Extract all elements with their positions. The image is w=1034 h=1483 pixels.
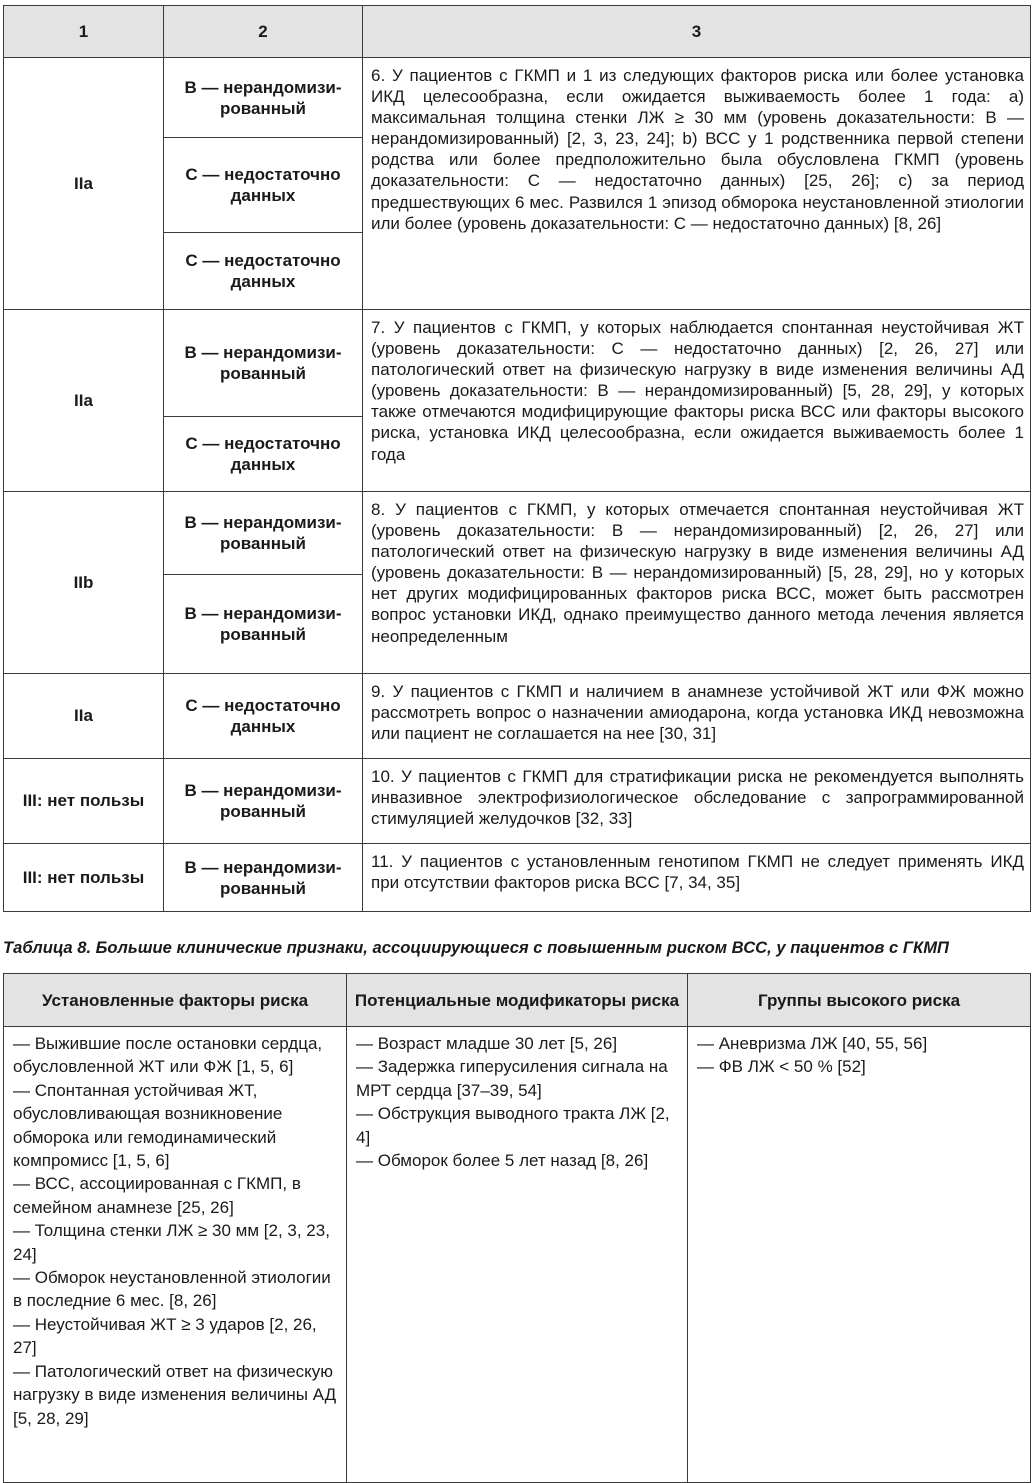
recommendation-text: 6. У пациентов с ГКМП и 1 из следующих факторов риска или более установка ИКД целесообразна, если ожидается выживаемость более 1 года: а) максимальная толщина стенки ЛЖ ≥ 30 мм (уровень доказательности: В — нерандомизированный) [2, 3, 23, 24]; b) ВСС у 1 родственника первой степени родства или более предположительно была обусловлена ГКМП (уровень доказательности: С — недостаточно данных) [25, 26]; с) за период предшествующих 6 мес. Развился 1 эпизод обморока неустановленной этиологии или более (уровень доказательности: С — недостаточно данных) [8, 26]: [363, 58, 1031, 310]
recommendation-text: 11. У пациентов с установленным генотипом ГКМП не следует применять ИКД при отсутствии факторов риска ВСС [7, 34, 35]: [363, 844, 1031, 912]
evidence-cell: С — недостаточно данных: [164, 138, 363, 233]
list-item: — Выжившие после остановки сердца, обусловленной ЖТ или ФЖ [1, 5, 6]: [13, 1034, 323, 1077]
table-row: [4, 492, 1031, 575]
recommendation-text: 7. У пациентов с ГКМП, у которых наблюдается спонтанная неустойчивая ЖТ (уровень доказательности: С — недостаточно данных) [2, 26, 27] или патологический ответ на физическую нагрузку в виде изменения величины АД (уровень доказательности: В — нерандомизированный) [5, 28, 29], у которых также отмечаются модифицирующие факторы риска ВСС или факторы высокого риска, установка ИКД целесообразна, если ожидается выживаемость более 1 года: [363, 310, 1031, 492]
recommendation-text: 10. У пациентов с ГКМП для стратификации риска не рекомендуется выполнять инвазивное электрофизиологическое обследование с запрограммированной стимуляцией желудочков [32, 33]: [363, 759, 1031, 844]
potential-modifiers-list: [347, 1027, 688, 1483]
table-row: [4, 674, 1031, 759]
table-row: [4, 58, 1031, 138]
list-item: — Толщина стенки ЛЖ ≥ 30 мм [2, 3, 23, 24]: [13, 1221, 330, 1264]
header-col-1: 1: [4, 6, 164, 58]
list-item: — Задержка гиперусиления сигнала на МРТ сердца [37–39, 54]: [356, 1057, 668, 1100]
class-cell: IIb: [4, 492, 164, 674]
class-cell: IIa: [4, 310, 164, 492]
list-item: — Аневризма ЛЖ [40, 55, 56]: [697, 1034, 928, 1053]
list-item: — Обморок более 5 лет назад [8, 26]: [356, 1151, 649, 1171]
class-cell: III: нет пользы: [4, 759, 164, 844]
header-col-2: 2: [164, 6, 363, 58]
list-item: — ФВ ЛЖ < 50 % [52]: [697, 1057, 866, 1077]
high-risk-groups-list: [688, 1027, 1031, 1483]
list-item: — Спонтанная устойчивая ЖТ, обусловливающая возникновение обморока или гемодинамический компромисс [1, 5, 6]: [13, 1080, 283, 1171]
header-established-factors: Установленные факторы риска: [4, 974, 347, 1027]
header-high-risk-groups: Группы высокого риска: [688, 974, 1031, 1027]
recommendation-text: 9. У пациентов с ГКМП и наличием в анамнезе устойчивой ЖТ или ФЖ можно рассмотреть вопрос о назначении амиодарона, когда установка ИКД невозможна или пациент не соглашается на нее [30, 31]: [363, 674, 1031, 759]
evidence-cell: В — нерандомизи-рованный: [164, 575, 363, 674]
established-factors-list: [4, 1027, 347, 1483]
header-row: [4, 6, 1031, 58]
evidence-cell: В — нерандомизи-рованный: [164, 759, 363, 844]
class-cell: IIa: [4, 58, 164, 310]
evidence-cell: С — недостаточно данных: [164, 417, 363, 492]
list-item: — Неустойчивая ЖТ ≥ 3 ударов [2, 26, 27]: [13, 1314, 317, 1358]
class-cell: III: нет пользы: [4, 844, 164, 912]
list-item: — Возраст младше 30 лет [5, 26]: [356, 1034, 618, 1053]
table-caption: Таблица 8. Большие клинические признаки, ассоциирующиеся с повышенным риском ВСС, у пациентов с ГКМП: [3, 938, 949, 957]
recommendation-text: 8. У пациентов с ГКМП, у которых отмечается спонтанная неустойчивая ЖТ (уровень доказательности: В — нерандомизированный) [2, 26, 27] или патологический ответ на физическую нагрузку в виде изменения величины АД (уровень доказательности: В — нерандомизированный) [5, 28, 29], но у которых нет других модифицированных факторов риска ВСС, может быть рассмотрен вопрос установки ИКД, однако преимущество данного метода лечения является неопределенным: [363, 492, 1031, 674]
evidence-cell: В — нерандомизи-рованный: [164, 58, 363, 138]
header-col-3: 3: [363, 6, 1031, 58]
class-cell: IIa: [4, 674, 164, 759]
evidence-cell: В — нерандомизи-рованный: [164, 310, 363, 417]
table-row: [4, 310, 1031, 417]
list-item: — Патологический ответ на физическую нагрузку в виде изменения величины АД [5, 28, 29]: [13, 1361, 337, 1428]
table-row: [4, 759, 1031, 844]
list-item: — ВСС, ассоциированная с ГКМП, в семейном анамнезе [25, 26]: [13, 1174, 301, 1217]
evidence-cell: В — нерандомизи-рованный: [164, 492, 363, 575]
list-item: — Обморок неустановленной этиологии в последние 6 мес. [8, 26]: [13, 1268, 331, 1311]
evidence-cell: С — недостаточно данных: [164, 674, 363, 759]
risk-factors-table: [3, 973, 1031, 1483]
recommendations-table: [3, 5, 1031, 912]
table-row: [4, 844, 1031, 912]
list-item: — Обструкция выводного тракта ЛЖ [2, 4]: [356, 1104, 670, 1147]
evidence-cell: В — нерандомизи-рованный: [164, 844, 363, 912]
header-row: [4, 974, 1031, 1027]
table-row: [4, 1027, 1031, 1483]
evidence-cell: С — недостаточно данных: [164, 233, 363, 310]
header-potential-modifiers: Потенциальные модификаторы риска: [347, 974, 688, 1027]
